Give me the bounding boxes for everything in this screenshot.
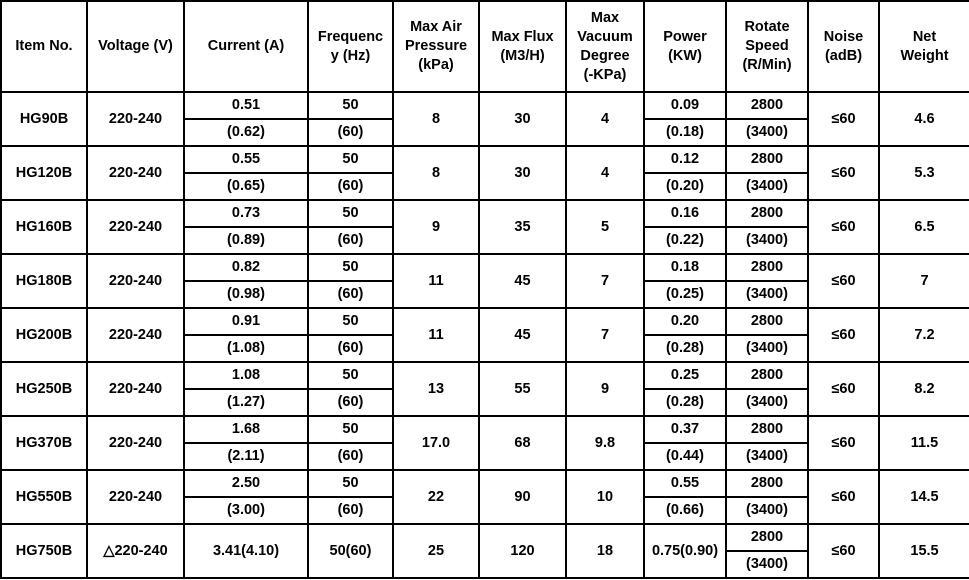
cell-power: 0.09: [644, 92, 726, 119]
cell-rotate-speed-60hz: (3400): [726, 389, 808, 416]
cell-voltage: 220-240: [87, 200, 184, 254]
header-power: Power (KW): [644, 1, 726, 92]
cell-rotate-speed-60hz: (3400): [726, 227, 808, 254]
cell-net-weight: 15.5: [879, 524, 969, 578]
cell-rotate-speed-60hz: (3400): [726, 551, 808, 578]
cell-frequency-alt: (60): [308, 335, 393, 362]
header-frequency: Frequenc y (Hz): [308, 1, 393, 92]
cell-item-no: HG200B: [1, 308, 87, 362]
table-row: [1, 416, 969, 443]
cell-voltage: 220-240: [87, 254, 184, 308]
cell-rotate-speed: 2800: [726, 524, 808, 551]
header-max-air-pressure: Max Air Pressure (kPa): [393, 1, 479, 92]
cell-frequency: 50: [308, 362, 393, 389]
cell-rotate-speed-60hz: (3400): [726, 173, 808, 200]
cell-noise: ≤60: [808, 200, 879, 254]
cell-item-no: HG370B: [1, 416, 87, 470]
cell-max-air-pressure: 13: [393, 362, 479, 416]
cell-current-60hz: (1.08): [184, 335, 308, 362]
cell-current: 0.55: [184, 146, 308, 173]
cell-max-vacuum: 18: [566, 524, 644, 578]
cell-max-vacuum: 7: [566, 308, 644, 362]
cell-item-no: HG250B: [1, 362, 87, 416]
cell-rotate-speed: 2800: [726, 254, 808, 281]
cell-noise: ≤60: [808, 146, 879, 200]
cell-voltage: 220-240: [87, 92, 184, 146]
cell-power: 0.25: [644, 362, 726, 389]
cell-power-60hz: (0.28): [644, 389, 726, 416]
cell-frequency: 50: [308, 308, 393, 335]
cell-max-vacuum: 5: [566, 200, 644, 254]
cell-current-60hz: (2.11): [184, 443, 308, 470]
cell-max-air-pressure: 9: [393, 200, 479, 254]
cell-power-60hz: (0.20): [644, 173, 726, 200]
cell-max-air-pressure: 8: [393, 92, 479, 146]
cell-max-flux: 45: [479, 308, 566, 362]
cell-frequency: 50: [308, 200, 393, 227]
header-voltage: Voltage (V): [87, 1, 184, 92]
cell-net-weight: 11.5: [879, 416, 969, 470]
table-row: [1, 92, 969, 119]
cell-max-flux: 120: [479, 524, 566, 578]
header-rotate-speed: Rotate Speed (R/Min): [726, 1, 808, 92]
cell-power-60hz: (0.66): [644, 497, 726, 524]
cell-max-air-pressure: 25: [393, 524, 479, 578]
cell-frequency-alt: (60): [308, 443, 393, 470]
cell-current-60hz: (0.98): [184, 281, 308, 308]
cell-noise: ≤60: [808, 92, 879, 146]
cell-current-60hz: (0.65): [184, 173, 308, 200]
cell-max-air-pressure: 8: [393, 146, 479, 200]
cell-max-flux: 35: [479, 200, 566, 254]
cell-max-vacuum: 10: [566, 470, 644, 524]
cell-noise: ≤60: [808, 524, 879, 578]
cell-current: 1.68: [184, 416, 308, 443]
cell-max-flux: 68: [479, 416, 566, 470]
table-row: [1, 308, 969, 335]
cell-current: 0.91: [184, 308, 308, 335]
cell-voltage: 220-240: [87, 362, 184, 416]
cell-max-flux: 45: [479, 254, 566, 308]
cell-frequency-alt: (60): [308, 173, 393, 200]
cell-power-60hz: (0.44): [644, 443, 726, 470]
cell-item-no: HG120B: [1, 146, 87, 200]
cell-max-flux: 55: [479, 362, 566, 416]
cell-power-60hz: (0.22): [644, 227, 726, 254]
cell-frequency-alt: (60): [308, 497, 393, 524]
cell-frequency: 50: [308, 470, 393, 497]
cell-item-no: HG90B: [1, 92, 87, 146]
cell-max-air-pressure: 17.0: [393, 416, 479, 470]
cell-power: 0.75(0.90): [644, 524, 726, 578]
cell-item-no: HG160B: [1, 200, 87, 254]
cell-current-60hz: (0.89): [184, 227, 308, 254]
cell-max-air-pressure: 11: [393, 308, 479, 362]
cell-power: 0.55: [644, 470, 726, 497]
cell-net-weight: 5.3: [879, 146, 969, 200]
cell-frequency-alt: (60): [308, 389, 393, 416]
cell-current: 0.82: [184, 254, 308, 281]
cell-power: 0.12: [644, 146, 726, 173]
cell-frequency: 50: [308, 416, 393, 443]
cell-max-vacuum: 9.8: [566, 416, 644, 470]
cell-rotate-speed-60hz: (3400): [726, 443, 808, 470]
cell-rotate-speed: 2800: [726, 362, 808, 389]
cell-current: 2.50: [184, 470, 308, 497]
cell-noise: ≤60: [808, 416, 879, 470]
cell-net-weight: 14.5: [879, 470, 969, 524]
cell-item-no: HG180B: [1, 254, 87, 308]
cell-voltage: 220-240: [87, 308, 184, 362]
table-row: [1, 254, 969, 281]
cell-rotate-speed-60hz: (3400): [726, 281, 808, 308]
cell-item-no: HG750B: [1, 524, 87, 578]
cell-noise: ≤60: [808, 308, 879, 362]
cell-frequency-alt: (60): [308, 119, 393, 146]
cell-net-weight: 4.6: [879, 92, 969, 146]
cell-max-vacuum: 4: [566, 146, 644, 200]
cell-frequency: 50: [308, 92, 393, 119]
header-max-flux: Max Flux (M3/H): [479, 1, 566, 92]
cell-frequency: 50: [308, 254, 393, 281]
cell-max-air-pressure: 22: [393, 470, 479, 524]
cell-rotate-speed-60hz: (3400): [726, 119, 808, 146]
cell-net-weight: 7: [879, 254, 969, 308]
cell-frequency-alt: (60): [308, 281, 393, 308]
cell-power-60hz: (0.25): [644, 281, 726, 308]
cell-noise: ≤60: [808, 470, 879, 524]
table-row: [1, 200, 969, 227]
header-row: [1, 1, 969, 92]
table-row: [1, 470, 969, 497]
cell-rotate-speed: 2800: [726, 200, 808, 227]
cell-power-60hz: (0.18): [644, 119, 726, 146]
cell-current-60hz: (0.62): [184, 119, 308, 146]
cell-voltage: 220-240: [87, 470, 184, 524]
cell-voltage: 220-240: [87, 416, 184, 470]
cell-frequency: 50(60): [308, 524, 393, 578]
header-noise: Noise (adB): [808, 1, 879, 92]
cell-rotate-speed: 2800: [726, 308, 808, 335]
cell-rotate-speed-60hz: (3400): [726, 497, 808, 524]
cell-max-flux: 90: [479, 470, 566, 524]
cell-rotate-speed: 2800: [726, 146, 808, 173]
table-row: [1, 362, 969, 389]
cell-frequency: 50: [308, 146, 393, 173]
header-current: Current (A): [184, 1, 308, 92]
cell-net-weight: 6.5: [879, 200, 969, 254]
cell-max-vacuum: 7: [566, 254, 644, 308]
cell-max-flux: 30: [479, 146, 566, 200]
cell-net-weight: 8.2: [879, 362, 969, 416]
cell-max-vacuum: 9: [566, 362, 644, 416]
cell-noise: ≤60: [808, 362, 879, 416]
cell-current-60hz: (1.27): [184, 389, 308, 416]
cell-current: 3.41(4.10): [184, 524, 308, 578]
cell-power: 0.20: [644, 308, 726, 335]
cell-noise: ≤60: [808, 254, 879, 308]
cell-frequency-alt: (60): [308, 227, 393, 254]
header-item-no: Item No.: [1, 1, 87, 92]
header-net-weight: Net Weight: [879, 1, 969, 92]
cell-power: 0.16: [644, 200, 726, 227]
cell-voltage: 220-240: [87, 146, 184, 200]
cell-rotate-speed-60hz: (3400): [726, 335, 808, 362]
cell-current: 0.73: [184, 200, 308, 227]
cell-voltage: △220-240: [87, 524, 184, 578]
cell-power: 0.18: [644, 254, 726, 281]
cell-rotate-speed: 2800: [726, 470, 808, 497]
cell-current: 0.51: [184, 92, 308, 119]
cell-item-no: HG550B: [1, 470, 87, 524]
cell-rotate-speed: 2800: [726, 416, 808, 443]
cell-current-60hz: (3.00): [184, 497, 308, 524]
cell-max-flux: 30: [479, 92, 566, 146]
header-max-vacuum-degree: Max Vacuum Degree (-KPa): [566, 1, 644, 92]
table-row: [1, 524, 969, 551]
table-row: [1, 146, 969, 173]
cell-net-weight: 7.2: [879, 308, 969, 362]
cell-max-vacuum: 4: [566, 92, 644, 146]
cell-power: 0.37: [644, 416, 726, 443]
cell-current: 1.08: [184, 362, 308, 389]
cell-power-60hz: (0.28): [644, 335, 726, 362]
cell-max-air-pressure: 11: [393, 254, 479, 308]
cell-rotate-speed: 2800: [726, 92, 808, 119]
